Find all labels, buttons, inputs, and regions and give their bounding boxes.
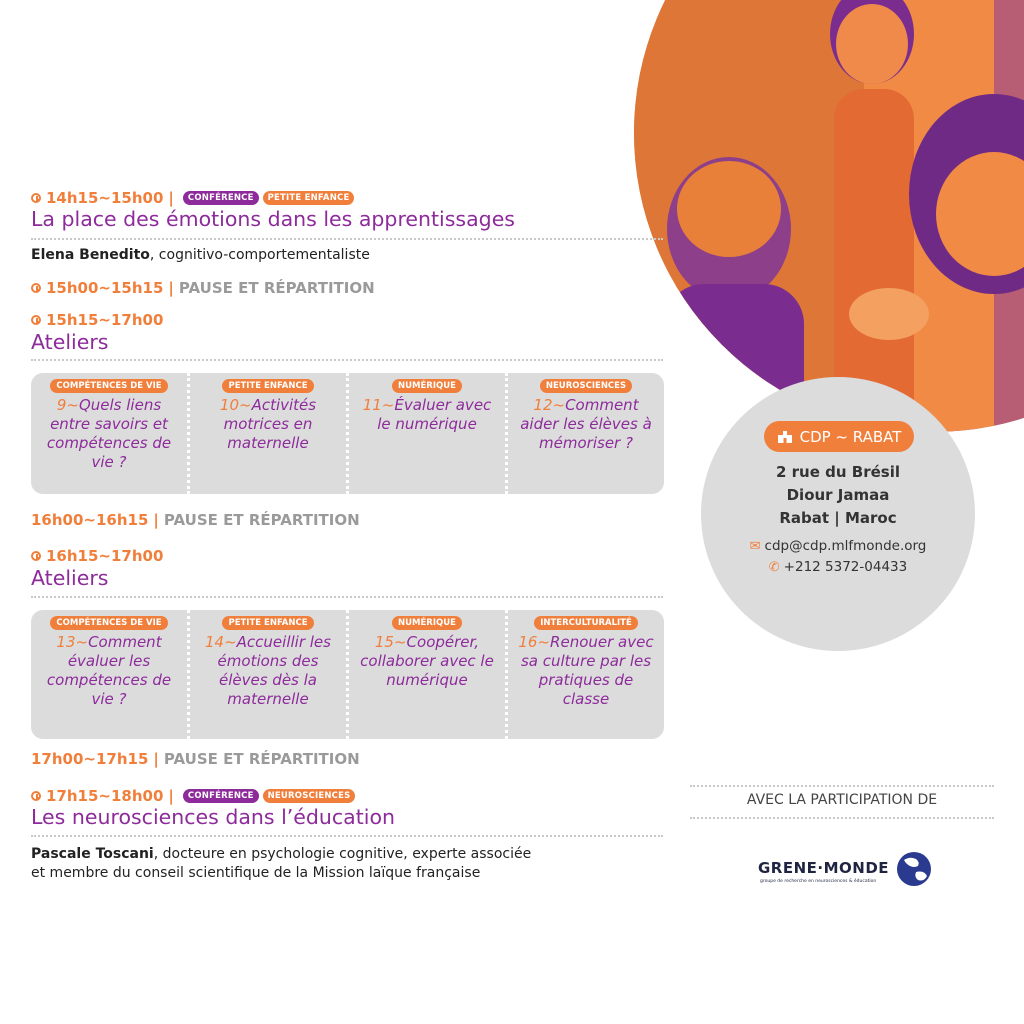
workshop-number: 15~: [374, 633, 407, 651]
clock-icon: [31, 283, 41, 293]
tag-petite-enfance: PETITE ENFANCE: [263, 191, 355, 205]
session2-time-line: [31, 311, 163, 329]
workshop-12[interactable]: [505, 373, 664, 494]
people-photo-illustration: [634, 0, 1024, 432]
session4-title: Les neurosciences dans l’éducation: [31, 805, 396, 829]
session4-time-line: [31, 787, 355, 805]
workshop-title: Renouer avec sa culture par les pratiques de classe: [520, 633, 654, 708]
address-line-2: Diour Jamaa: [786, 486, 890, 504]
workshop-title: Comment évaluer les compétences de vie ?: [46, 633, 172, 708]
workshop-title: Accueillir les émotions des élèves dès la maternelle: [217, 633, 331, 708]
globe-icon: [896, 850, 932, 888]
divider: [31, 359, 663, 361]
pause3-line: [31, 750, 360, 768]
workshop-tag: NEUROSCIENCES: [540, 379, 632, 393]
venue-email[interactable]: [701, 538, 975, 554]
workshop-number: 12~: [533, 396, 566, 414]
logo-dot: ·: [817, 859, 824, 877]
pause1-line: [31, 279, 375, 297]
email-text: cdp@cdp.mlfmonde.org: [764, 538, 927, 554]
speaker-name: Elena Benedito: [31, 247, 150, 263]
venue-address: [701, 461, 975, 530]
workshop-title: Coopérer, collaborer avec le numérique: [360, 633, 494, 689]
pause3-label: PAUSE ET RÉPARTITION: [163, 750, 360, 768]
pause2-line: [31, 511, 360, 529]
workshop-15[interactable]: [346, 610, 505, 739]
divider: [31, 835, 663, 837]
clock-icon: [31, 193, 41, 203]
workshop-tag: PETITE ENFANCE: [222, 616, 313, 630]
workshop-9[interactable]: [31, 373, 187, 494]
workshops-box-2: [31, 610, 664, 739]
pause3-time: 17h00~17h15: [31, 750, 149, 768]
venue-badge: [764, 421, 914, 452]
speaker-role-line2: et membre du conseil scientifique de la Mission laïque française: [31, 865, 481, 881]
separator: |: [153, 511, 159, 529]
pause2-time: 16h00~16h15: [31, 511, 149, 529]
workshop-11[interactable]: [346, 373, 505, 494]
workshop-number: 10~: [219, 396, 252, 414]
workshop-tag: PETITE ENFANCE: [222, 379, 313, 393]
workshop-13[interactable]: [31, 610, 187, 739]
tag-conference: CONFÉRENCE: [183, 789, 259, 803]
workshop-number: 9~: [56, 396, 79, 414]
workshop-title: Comment aider les élèves à mémoriser ?: [520, 396, 652, 452]
speaker-role-line1: , docteure en psychologie cognitive, experte associée: [153, 846, 532, 862]
separator: |: [153, 750, 159, 768]
workshop-tag: NUMÉRIQUE: [392, 616, 462, 630]
workshop-title: Évaluer avec le numérique: [377, 396, 492, 433]
session1-time-line: [31, 189, 354, 207]
workshop-tag: NUMÉRIQUE: [392, 379, 462, 393]
session2-title: Ateliers: [31, 330, 109, 354]
session4-speaker: [31, 845, 531, 883]
session3-title: Ateliers: [31, 566, 109, 590]
logo-text-grene: GRENE: [758, 859, 818, 877]
workshop-16[interactable]: [505, 610, 664, 739]
header-photo: [634, 0, 1024, 432]
separator: |: [168, 279, 174, 297]
partner-label: AVEC LA PARTICIPATION DE: [746, 792, 938, 808]
workshop-text: [190, 396, 346, 453]
workshop-number: 14~: [205, 633, 237, 651]
workshop-14[interactable]: [187, 610, 346, 739]
divider: [690, 785, 994, 787]
address-line-3: Rabat | Maroc: [779, 509, 897, 527]
workshop-text: [349, 396, 505, 434]
workshop-text: [31, 396, 187, 472]
divider: [31, 596, 663, 598]
session1-time: 14h15~15h00: [46, 189, 164, 207]
clock-icon: [31, 551, 41, 561]
workshop-text: [31, 633, 187, 709]
tag-conference: CONFÉRENCE: [183, 191, 259, 205]
workshop-text: [508, 633, 664, 709]
pause2-label: PAUSE ET RÉPARTITION: [163, 511, 360, 529]
speaker-role: , cognitivo-comportementaliste: [149, 247, 370, 263]
pause1-label: PAUSE ET RÉPARTITION: [178, 279, 375, 297]
session4-time: 17h15~18h00: [46, 787, 164, 805]
workshop-number: 11~: [362, 396, 395, 414]
pause1-time: 15h00~15h15: [46, 279, 164, 297]
workshop-text: [190, 633, 346, 709]
workshop-title: Quels liens entre savoirs et compétences de vie ?: [46, 396, 172, 471]
workshop-tag: COMPÉTENCES DE VIE: [50, 379, 167, 393]
session3-time: 16h15~17h00: [46, 547, 164, 565]
session3-time-line: [31, 547, 163, 565]
tag-neurosciences: NEUROSCIENCES: [263, 789, 356, 803]
divider: [31, 238, 663, 240]
workshop-number: 13~: [56, 633, 89, 651]
workshop-10[interactable]: [187, 373, 346, 494]
workshops-box-1: [31, 373, 664, 494]
workshop-tag: COMPÉTENCES DE VIE: [50, 616, 167, 630]
clock-icon: [31, 315, 41, 325]
logo-tagline: groupe de recherche en neurosciences & éducation: [760, 879, 877, 884]
school-icon: [777, 430, 793, 444]
grene-monde-logo[interactable]: [758, 850, 934, 892]
phone-icon: ✆: [768, 560, 780, 575]
session2-time: 15h15~17h00: [46, 311, 164, 329]
logo-wordmark: [758, 859, 889, 877]
venue-badge-label: CDP ~ RABAT: [799, 427, 902, 446]
venue-phone[interactable]: [701, 559, 975, 575]
envelope-icon: ✉: [749, 539, 761, 554]
session1-title: La place des émotions dans les apprentissages: [31, 207, 515, 231]
phone-text: +212 5372-04433: [783, 559, 908, 575]
workshop-text: [508, 396, 664, 453]
workshop-text: [349, 633, 505, 690]
logo-text-monde: MONDE: [823, 859, 890, 877]
separator: |: [168, 787, 174, 805]
clock-icon: [31, 791, 41, 801]
workshop-title: Activités motrices en maternelle: [223, 396, 317, 452]
session1-speaker: [31, 246, 370, 265]
separator: |: [168, 189, 174, 207]
address-line-1: 2 rue du Brésil: [776, 463, 900, 481]
workshop-number: 16~: [518, 633, 551, 651]
divider: [690, 817, 994, 819]
speaker-name: Pascale Toscani: [31, 846, 154, 862]
workshop-tag: INTERCULTURALITÉ: [534, 616, 638, 630]
